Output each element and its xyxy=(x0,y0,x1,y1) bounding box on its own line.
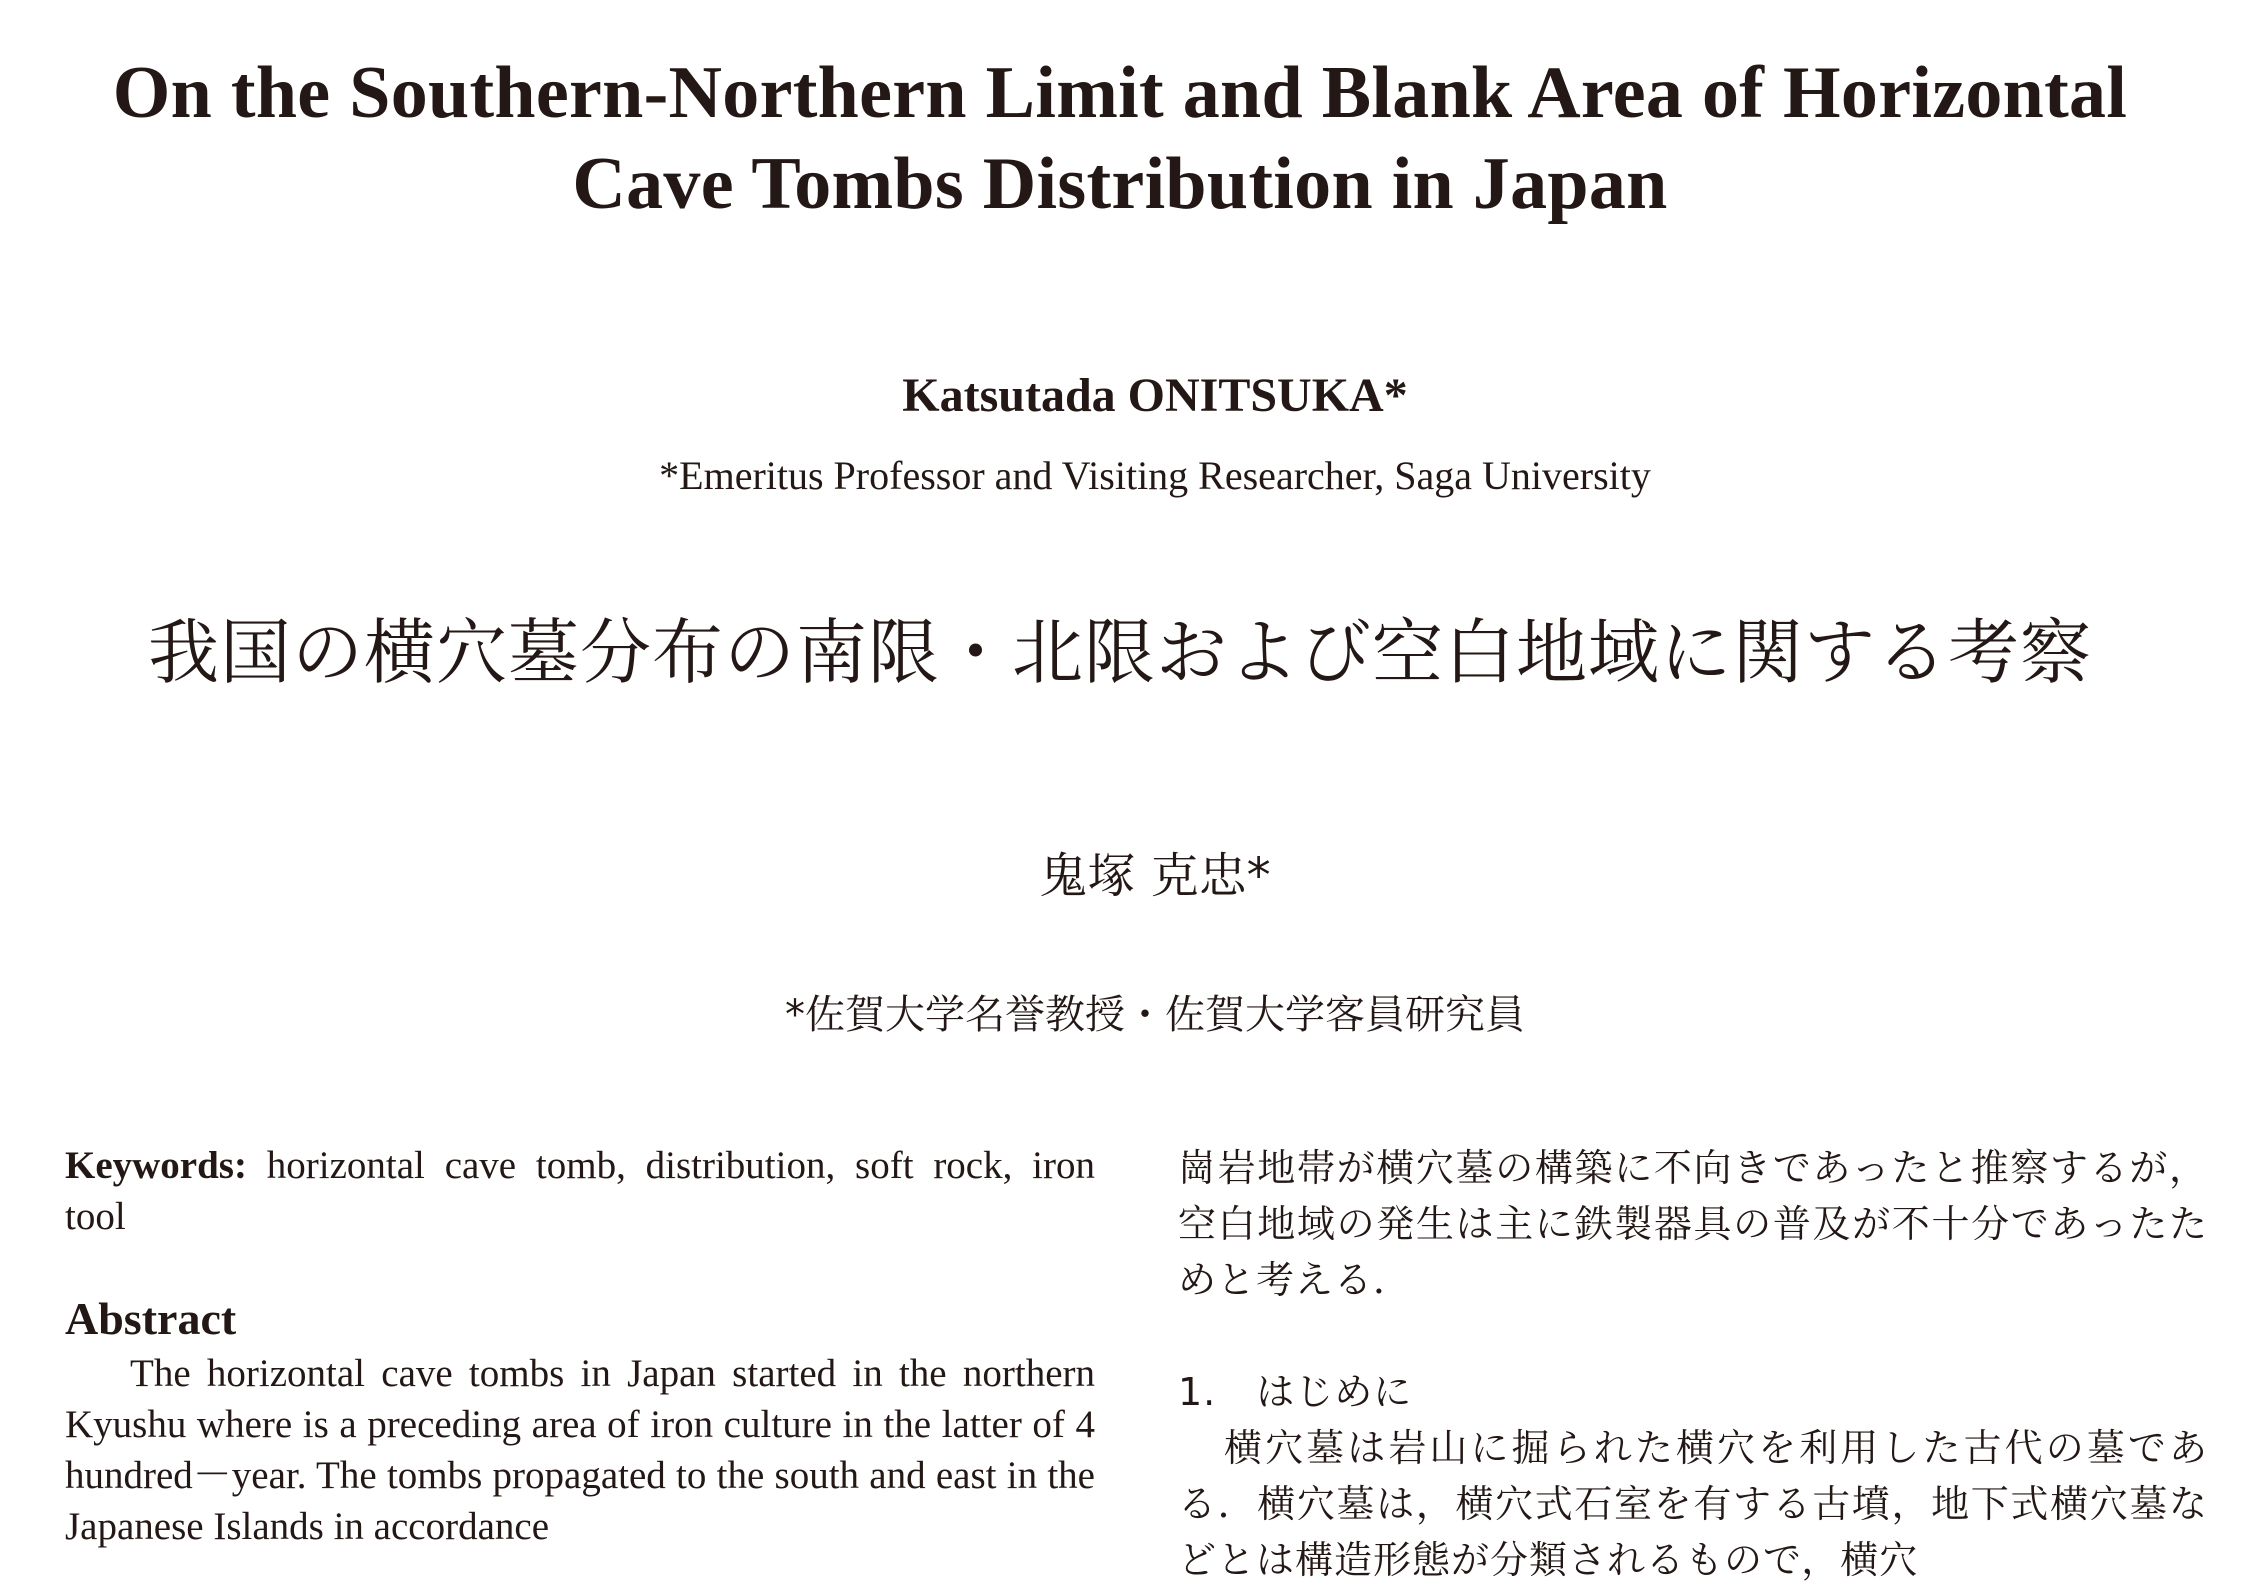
keywords-label: Keywords: xyxy=(65,1144,247,1187)
section-heading-introduction xyxy=(1178,1364,2208,1420)
affiliation-english: *Emeritus Professor and Visiting Researcher, Saga University xyxy=(659,453,1651,498)
paper-title-line-2: Cave Tombs Distribution in Japan xyxy=(572,143,1668,225)
introduction-text: 横穴墓は岩山に掘られた横穴を利用した古代の墓である．横穴墓は，横穴式石室を有する古墳，地下式横穴墓などとは構造形態が分類されるもので，横穴 xyxy=(1178,1426,2208,1582)
left-column xyxy=(65,1140,1095,1552)
paper-title-japanese: 我国の横穴墓分布の南限・北限および空白地域に関する考察 xyxy=(147,611,2092,694)
right-column xyxy=(1178,1140,2208,1588)
paper-title xyxy=(0,48,2240,230)
paper-title-line-1: On the Southern-Northern Limit and Blank Area of Horizontal xyxy=(112,52,2128,134)
author-name-japanese: 鬼塚 克忠* xyxy=(1039,848,1271,904)
affiliation-japanese: *佐賀大学名誉教授・佐賀大学客員研究員 xyxy=(785,992,1525,1038)
keywords-text: horizontal cave tomb, distribution, soft rock, iron tool xyxy=(65,1144,1095,1238)
abstract-heading: Abstract xyxy=(65,1293,237,1344)
section-number: 1. xyxy=(1178,1370,1217,1414)
abstract-text: The horizontal cave tombs in Japan started in the northern Kyushu where is a preceding area of iron culture in the latter of 4 hundred－year. The tombs propagated to the south and east in the Japanese Islands in accordance xyxy=(65,1352,1095,1548)
section-title: はじめに xyxy=(1256,1370,1413,1414)
author-name-english: Katsutada ONITSUKA* xyxy=(902,369,1408,422)
keywords xyxy=(65,1140,1095,1242)
abstract-japanese-tail: 崗岩地帯が横穴墓の構築に不向きであったと推察するが，空白地域の発生は主に鉄製器具の普及が不十分であったためと考える． xyxy=(1178,1146,2208,1302)
